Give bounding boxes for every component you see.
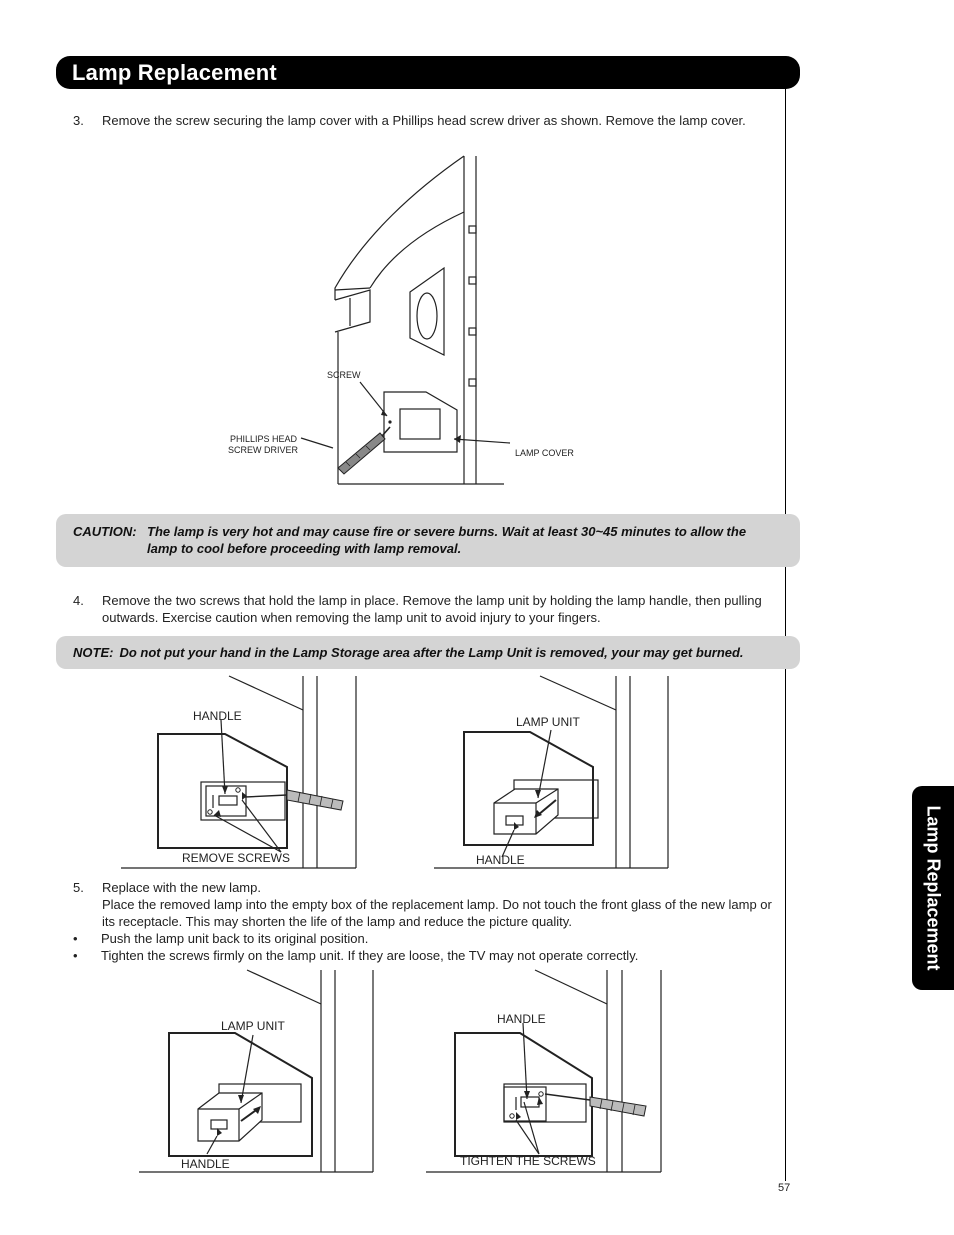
figure-lamp-unit-out — [430, 672, 680, 874]
page-title: Lamp Replacement — [72, 59, 277, 85]
step-4 — [73, 592, 763, 626]
vertical-rule — [785, 89, 786, 1181]
label-lamp-cover: LAMP COVER — [515, 448, 574, 458]
label-screw: SCREW — [327, 370, 361, 380]
step-number: 4. — [73, 593, 84, 608]
step-number: 3. — [73, 113, 84, 128]
label-driver-line1: PHILLIPS HEAD — [230, 434, 298, 444]
page-number: 57 — [778, 1182, 791, 1194]
label-handle: HANDLE — [193, 709, 242, 723]
label-driver-line2: SCREW DRIVER — [228, 445, 299, 455]
label-handle: HANDLE — [476, 853, 525, 867]
figure-lamp-cover — [220, 150, 590, 490]
label-handle: HANDLE — [181, 1157, 230, 1171]
step-5 — [73, 879, 773, 964]
caution-box — [56, 514, 800, 567]
title-bar — [56, 56, 800, 89]
label-lamp-unit: LAMP UNIT — [516, 715, 580, 729]
note-box — [56, 636, 800, 669]
step-text: Remove the two screws that hold the lamp in place. Remove the lamp unit by holding the lamp handle, then pulling outwards. Exercise caution when removing the lamp unit to avoid injury to your fingers. — [102, 593, 762, 625]
step-3 — [73, 112, 763, 129]
bullet-item: • Push the lamp unit back to its original position. — [73, 930, 773, 947]
label-handle: HANDLE — [497, 1012, 546, 1026]
label-tighten-screws: TIGHTEN THE SCREWS — [460, 1154, 596, 1168]
step-text-line2: Place the removed lamp into the empty box of the replacement lamp. Do not touch the front glass of the new lamp or its receptacle. This may shorten the life of the lamp and reduce the picture quality. — [102, 897, 772, 929]
figure-tighten-screws — [420, 966, 670, 1178]
label-remove-screws: REMOVE SCREWS — [182, 851, 291, 865]
figure-remove-screws — [115, 672, 365, 874]
label-lamp-unit: LAMP UNIT — [221, 1019, 285, 1033]
caution-text: The lamp is very hot and may cause fire or severe burns. Wait at least 30~45 minutes to allow the lamp to cool before proceeding with lamp removal. — [147, 524, 747, 556]
caution-label: CAUTION: — [73, 524, 137, 539]
side-tab-label: Lamp Replacement — [923, 805, 944, 971]
note-label: NOTE: — [73, 645, 114, 660]
bullet-item: • Tighten the screws firmly on the lamp unit. If they are loose, the TV may not operate correctly. — [73, 947, 773, 964]
step-text: Remove the screw securing the lamp cover with a Phillips head screw driver as shown. Remove the lamp cover. — [102, 113, 746, 128]
figure-lamp-unit-in — [135, 966, 385, 1178]
side-tab — [912, 786, 954, 990]
step-text-line1: Replace with the new lamp. — [102, 880, 261, 895]
step-number: 5. — [73, 880, 84, 895]
note-text: Do not put your hand in the Lamp Storage area after the Lamp Unit is removed, your may get burned. — [119, 645, 744, 660]
